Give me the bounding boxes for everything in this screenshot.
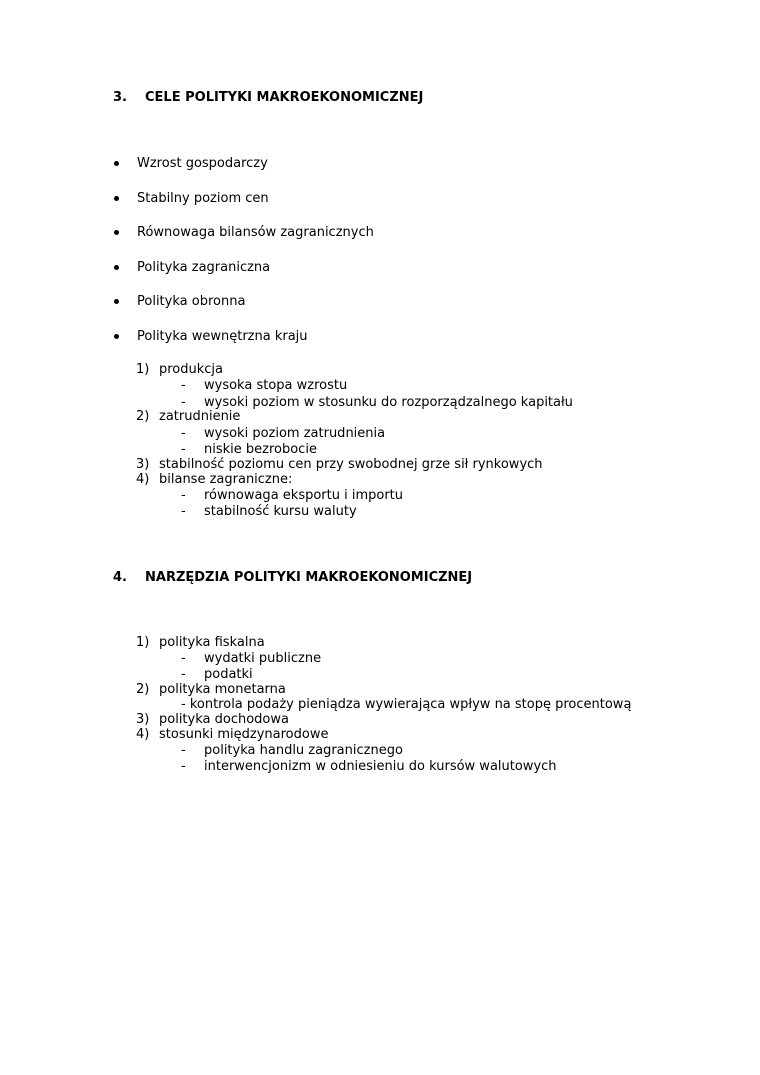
- list-subitem: stabilność kursu waluty: [204, 504, 357, 519]
- bullet-dot-icon: [114, 196, 119, 201]
- list-subitem: niskie bezrobocie: [204, 442, 317, 457]
- list-item: produkcja: [159, 362, 224, 377]
- list-dash: -: [181, 759, 186, 774]
- list-item: stosunki międzynarodowe: [159, 727, 329, 742]
- bullet-dot-icon: [114, 230, 119, 235]
- section-3-number: 3.: [113, 90, 127, 105]
- bullet-item: Polityka obronna: [137, 294, 246, 309]
- list-note: - kontrola podaży pieniądza wywierająca wpływ na stopę procentową: [181, 697, 632, 712]
- bullet-dot-icon: [114, 334, 119, 339]
- list-dash: -: [181, 743, 186, 758]
- section-3-title: CELE POLITYKI MAKROEKONOMICZNEJ: [145, 90, 424, 105]
- bullet-item: Wzrost gospodarczy: [137, 156, 268, 171]
- list-number: 2): [136, 682, 150, 697]
- list-item: stabilność poziomu cen przy swobodnej grze sił rynkowych: [159, 457, 543, 472]
- list-number: 1): [136, 635, 150, 650]
- bullet-item: Polityka zagraniczna: [137, 260, 271, 275]
- list-item: polityka monetarna: [159, 682, 286, 697]
- list-number: 3): [136, 712, 150, 727]
- list-item: bilanse zagraniczne:: [159, 472, 293, 487]
- list-item: polityka fiskalna: [159, 635, 265, 650]
- list-subitem: podatki: [204, 667, 253, 682]
- list-subitem: wysoki poziom w stosunku do rozporządzalnego kapitału: [204, 395, 573, 410]
- list-dash: -: [181, 504, 186, 519]
- list-dash: -: [181, 395, 186, 410]
- section-4-number: 4.: [113, 570, 127, 585]
- list-dash: -: [181, 442, 186, 457]
- section-4-title: NARZĘDZIA POLITYKI MAKROEKONOMICZNEJ: [145, 570, 473, 585]
- list-dash: -: [181, 378, 186, 393]
- bullet-item: Polityka wewnętrzna kraju: [137, 329, 308, 344]
- list-subitem: równowaga eksportu i importu: [204, 488, 404, 503]
- bullet-dot-icon: [114, 299, 119, 304]
- list-number: 4): [136, 472, 150, 487]
- list-subitem: wysoki poziom zatrudnienia: [204, 426, 386, 441]
- list-subitem: polityka handlu zagranicznego: [204, 743, 403, 758]
- list-dash: -: [181, 651, 186, 666]
- bullet-item: Równowaga bilansów zagranicznych: [137, 225, 374, 240]
- list-dash: -: [181, 426, 186, 441]
- bullet-dot-icon: [114, 265, 119, 270]
- list-subitem: wydatki publiczne: [204, 651, 322, 666]
- list-dash: -: [181, 488, 186, 503]
- list-subitem: interwencjonizm w odniesieniu do kursów walutowych: [204, 759, 557, 774]
- list-item: polityka dochodowa: [159, 712, 289, 727]
- bullet-dot-icon: [114, 161, 119, 166]
- list-number: 3): [136, 457, 150, 472]
- list-number: 4): [136, 727, 150, 742]
- list-number: 1): [136, 362, 150, 377]
- list-number: 2): [136, 409, 150, 424]
- list-dash: -: [181, 667, 186, 682]
- list-subitem: wysoka stopa wzrostu: [204, 378, 348, 393]
- list-item: zatrudnienie: [159, 409, 241, 424]
- bullet-item: Stabilny poziom cen: [137, 191, 269, 206]
